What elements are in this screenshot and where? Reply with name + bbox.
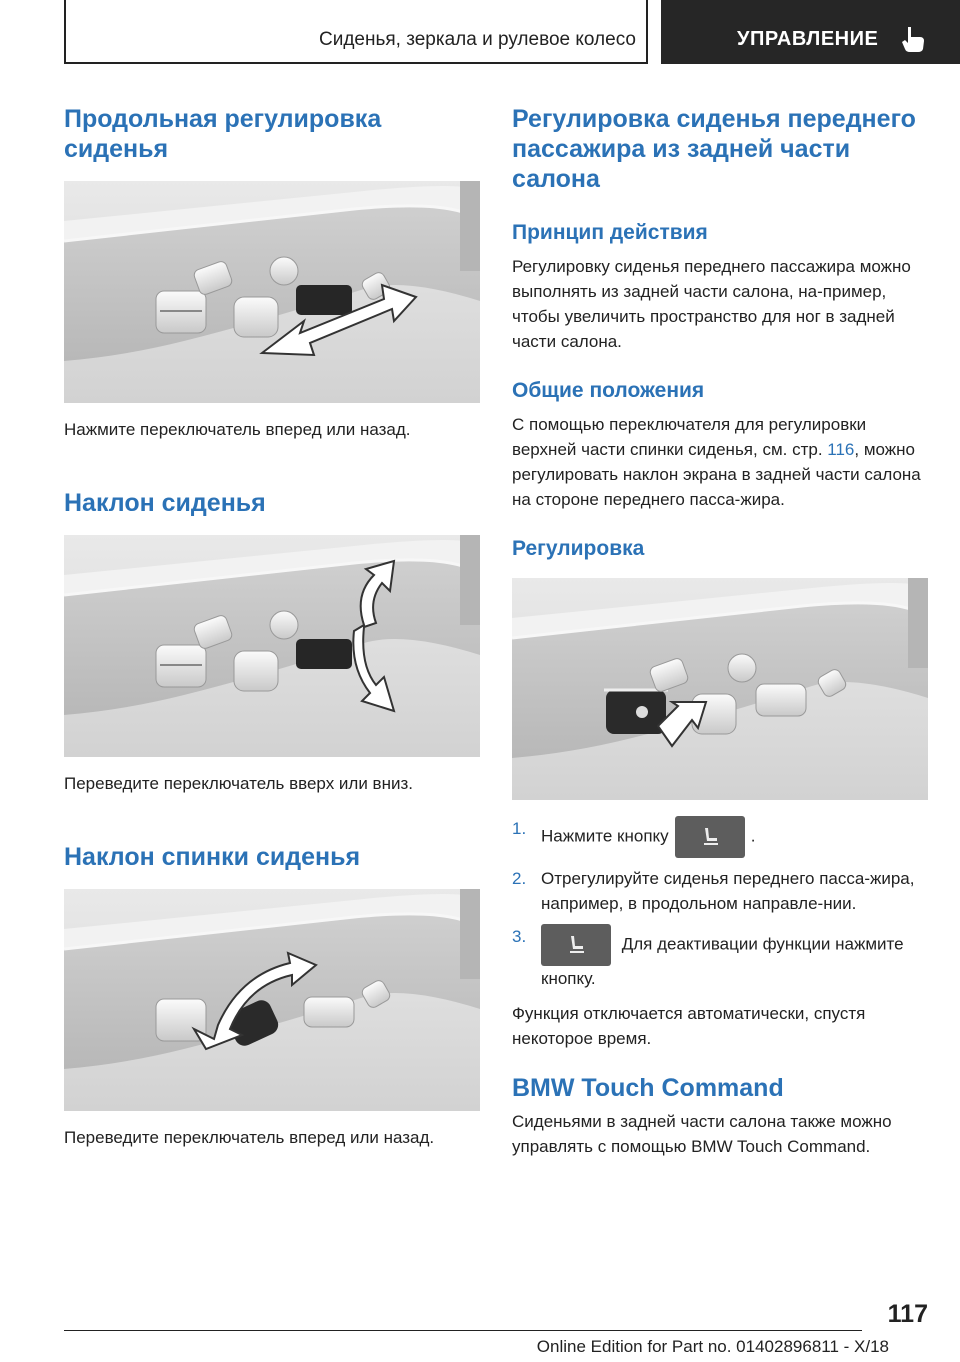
- step-2: 2. Отрегулируйте сиденья переднего пасса-жира, например, в продольном направле-нии.: [512, 869, 915, 913]
- step-1: 1. Нажмите кнопку .: [512, 816, 928, 858]
- figure-rear-control-button: [512, 578, 928, 800]
- figure-backrest-tilt: [64, 889, 480, 1111]
- page-number: 117: [887, 1300, 928, 1328]
- subheading-general: Общие положения: [512, 379, 705, 402]
- caption-backrest-tilt: Переведите переключатель вперед или назад.: [64, 1128, 435, 1147]
- left-column: [64, 104, 480, 1150]
- heading-bmw-touch: BMW Touch Command: [512, 1074, 784, 1102]
- step-3: 3. Для деактивации функции нажмите кнопку.: [512, 924, 928, 991]
- subheading-adjustment: Регулировка: [512, 537, 645, 560]
- steps-list: [512, 816, 928, 991]
- figure-seat-tilt: [64, 535, 480, 757]
- seat-button-image: [675, 816, 745, 858]
- subheading-principle: Принцип действия: [512, 221, 708, 244]
- text-general: С помощью переключателя для регулировки верхней части спинки сиденья, см. стр. 116, можно регулировать наклон экрана в задней части салона на стороне переднего пасса-жира.: [512, 415, 921, 509]
- pointing-hand-icon: [900, 25, 926, 53]
- heading-seat-tilt: Наклон сиденья: [64, 489, 266, 517]
- footer-edition: Online Edition for Part no. 01402896811 - X/18: [536, 1337, 889, 1356]
- header-section-box: [661, 0, 960, 64]
- right-column: [512, 104, 928, 1159]
- heading-rear-adjust: Регулировка сиденья переднего пассажира из задней части салона: [512, 105, 916, 193]
- text-auto-off: Функция отключается автоматически, спустя некоторое время.: [512, 1004, 866, 1048]
- text-bmw-touch: Сиденьями в задней части салона также можно управлять с помощью BMW Touch Command.: [512, 1112, 892, 1156]
- figure-longitudinal-adjust: [64, 181, 480, 403]
- seat-icon: [699, 826, 721, 848]
- page-link-116[interactable]: 116: [827, 440, 855, 459]
- caption-seat-tilt: Переведите переключатель вверх или вниз.: [64, 774, 413, 793]
- header-section: УПРАВЛЕНИЕ: [737, 28, 879, 50]
- seat-icon: [565, 934, 587, 956]
- text-principle: Регулировку сиденья переднего пассажира можно выполнять из задней части салона, на-пример, чтобы увеличить пространство для ног в задней части салона.: [512, 257, 911, 351]
- seat-button-image-2: [541, 924, 611, 966]
- header-chapter-box: [64, 0, 648, 64]
- caption-longitudinal: Нажмите переключатель вперед или назад.: [64, 420, 411, 439]
- footer-divider: [64, 1330, 862, 1331]
- header-chapter: Сиденья, зеркала и рулевое колесо: [319, 29, 636, 50]
- heading-longitudinal: Продольная регулировка сиденья: [64, 105, 382, 163]
- heading-backrest-tilt: Наклон спинки сиденья: [64, 843, 361, 871]
